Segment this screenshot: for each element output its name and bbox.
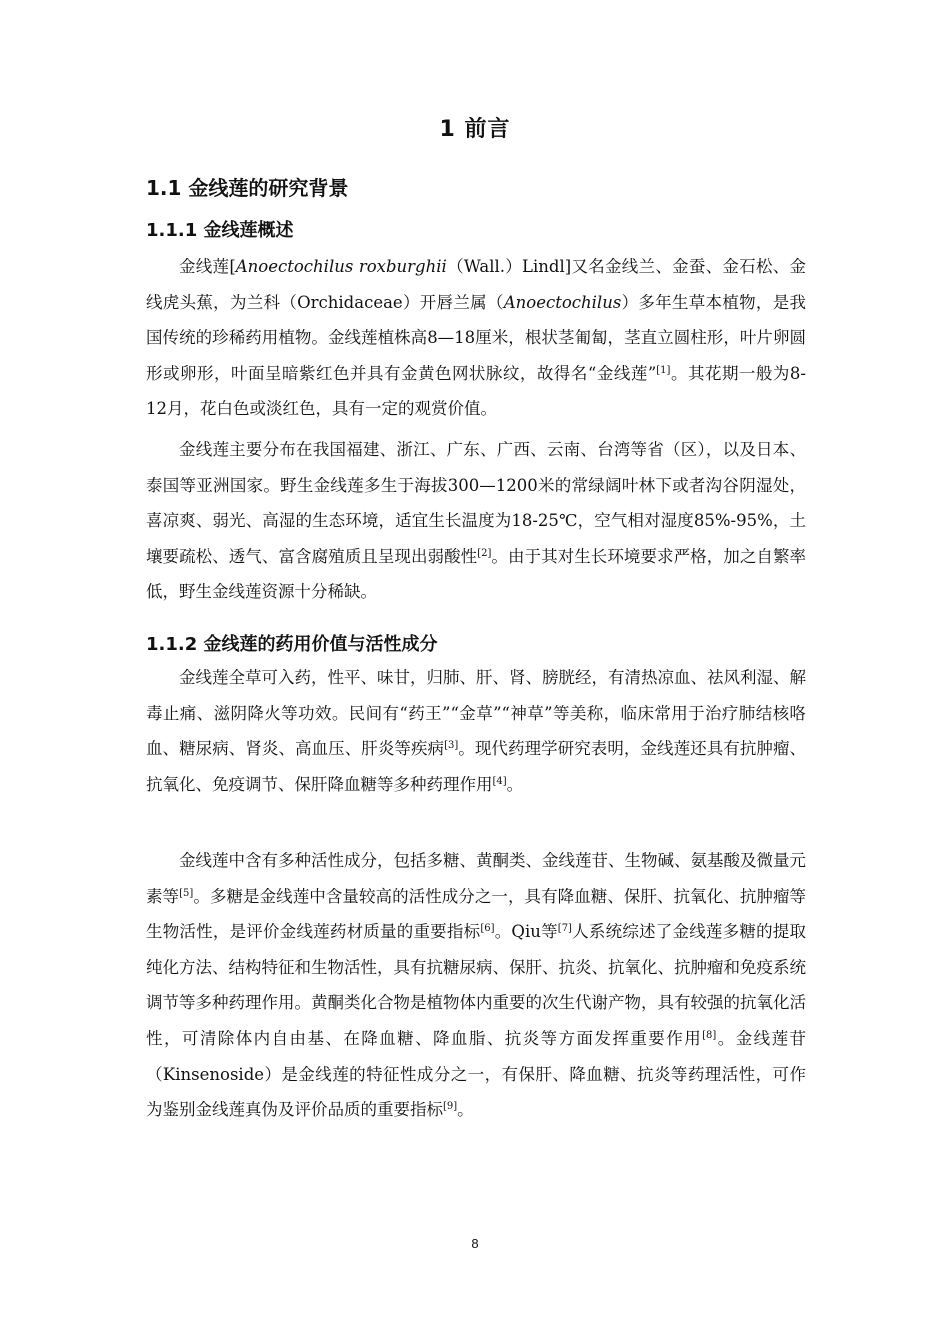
citation-ref: [4] [492, 775, 507, 787]
citation-ref: [6] [480, 923, 495, 935]
page-number: 8 [471, 1236, 479, 1251]
genus-name: Anoectochilus [503, 292, 622, 312]
citation-ref: [5] [179, 887, 194, 899]
latin-name: Anoectochilus roxburghii [235, 257, 447, 276]
paragraph-active-components: 金线莲中含有多种活性成分，包括多糖、黄酮类、金线莲苷、生物碱、氨基酸及微量元素等[5]。多糖是金线莲中含量较高的活性成分之一，具有降血糖、保肝、抗氧化、抗肿瘤等生物活性，是评价金线莲药材质量的重要指标[6]。Qiu等[7]人系统综述了金线莲多糖的提取纯化方法、结构特征和生物活性，具有抗糖尿病、保肝、抗炎、抗氧化、抗肿瘤和免疫系统调节等多种药理作用。黄酮类化合物是植物体内重要的次生代谢产物，具有较强的抗氧化活性，可清除体内自由基、在降血糖、降血脂、抗炎等方面发挥重要作用[8]。金线莲苷（Kinsenoside）是金线莲的特征性成分之一，有保肝、降血糖、抗炎等药理活性，可作为鉴别金线莲真伪及评价品质的重要指标[9]。 [146, 851, 807, 1120]
paragraph-distribution: 金线莲主要分布在我国福建、浙江、广东、广西、云南、台湾等省（区），以及日本、泰国等亚洲国家。野生金线莲多生于海拔300—1200米的常绿阔叶林下或者沟谷阴湿处，喜凉爽、弱光、高湿的生态环境，适宜生长温度为18-25℃，空气相对湿度85%-95%，土壤要疏松、透气、富含腐殖质且呈现出弱酸性[2]。由于其对生长环境要求严格，加之自繁率低，野生金线莲资源十分稀缺。 [146, 440, 807, 602]
paragraph-overview: 金线莲[Anoectochilus roxburghii（Wall.）Lindl]又名金线兰、金蚕、金石松、金线虎头蕉，为兰科（Orchidaceae）开唇兰属（Anoectochilus）多年生草本植物，是我国传统的珍稀药用植物。金线莲植株高8—18厘米，根状茎匍匐，茎直立圆柱形，叶片卵圆形或卵形，叶面呈暗紫红色并具有金黄色网状脉纹，故得名“金线莲”[1]。其花期一般为8-12月，花白色或淡红色，具有一定的观赏价值。 [146, 257, 806, 419]
paragraph-medicinal-value: 金线莲全草可入药，性平、味甘，归肺、肝、肾、膀胱经，有清热凉血、祛风利湿、解毒止痛、滋阴降火等功效。民间有“药王”“金草”“神草”等美称，临床常用于治疗肺结核咯血、糖尿病、肾炎、高血压、肝炎等疾病[3]。现代药理学研究表明，金线莲还具有抗肿瘤、抗氧化、免疫调节、保肝降血糖等多种药理作用[4]。 [146, 668, 807, 794]
section-heading: 1.1 金线莲的研究背景 [146, 176, 349, 200]
citation-ref: [1] [656, 364, 671, 376]
citation-ref: [2] [477, 547, 492, 559]
subsection-heading-overview: 1.1.1 金线莲概述 [146, 220, 294, 241]
citation-ref: [9] [443, 1101, 458, 1113]
subsection-heading-medicinal-value: 1.1.2 金线莲的药用价值与活性成分 [146, 634, 438, 655]
chapter-title: 1 前言 [439, 117, 511, 142]
citation-ref: [3] [444, 740, 459, 752]
citation-ref: [7] [557, 923, 572, 935]
citation-ref: [8] [702, 1029, 717, 1041]
